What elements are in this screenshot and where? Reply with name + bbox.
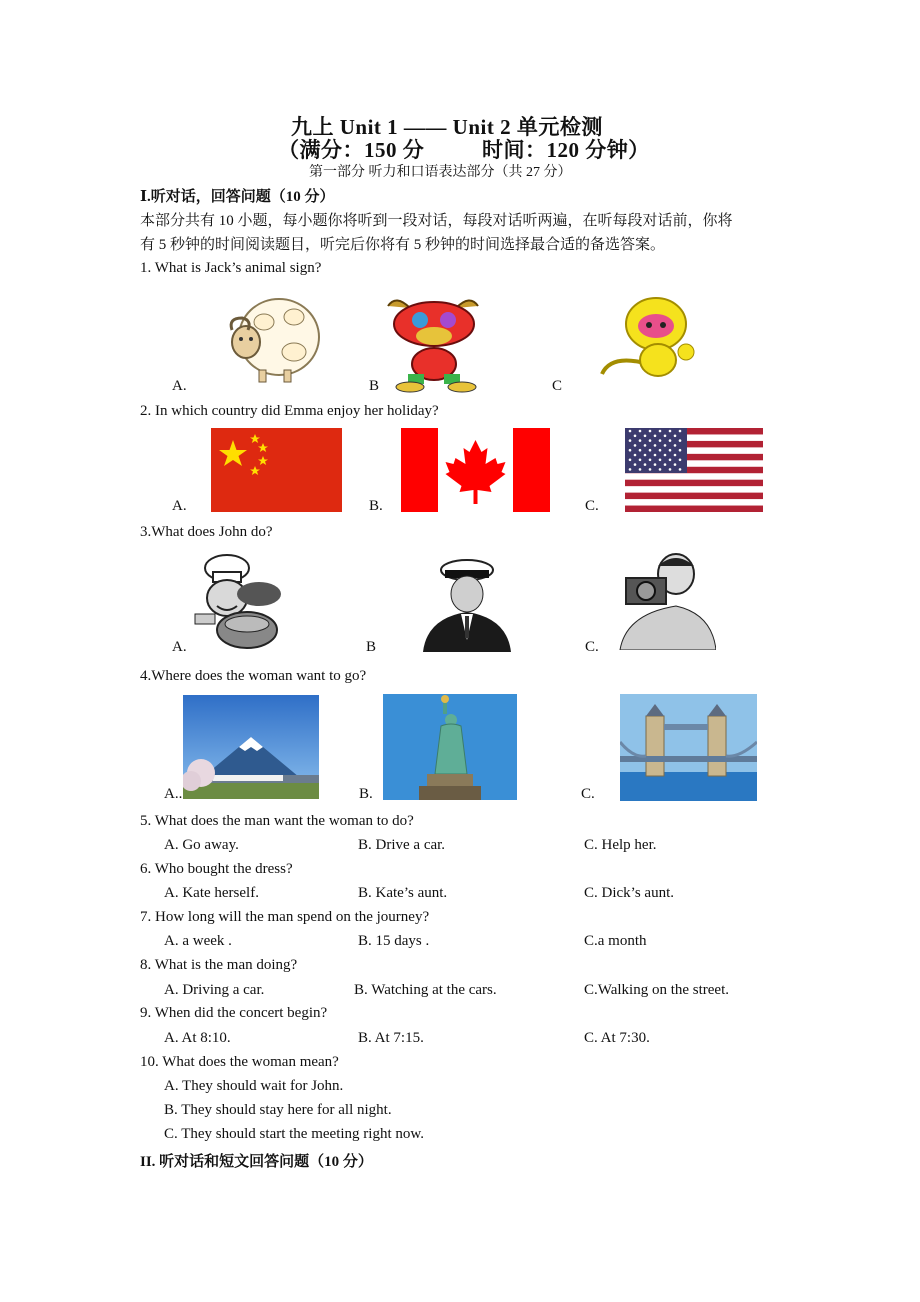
section2-heading: II. 听对话和短文回答问题（10 分） — [140, 1154, 373, 1170]
time-limit-label: 时间：120 分钟） — [482, 138, 650, 162]
captain-image — [417, 552, 517, 652]
q1-option-b: B — [369, 378, 380, 394]
instructions-line1: 本部分共有 10 小题，每小题你将听到一段对话，每段对话听两遍，在听每段对话前，你将 — [140, 213, 733, 229]
tower-bridge-image — [620, 694, 757, 801]
instructions-line2: 有 5 秒钟的时间阅读题目，听完后你将有 5 秒钟的时间选择最合适的备选答案。 — [140, 237, 666, 253]
q3-option-b: B — [366, 639, 377, 655]
q6-option-a: A. Kate herself. — [164, 885, 259, 901]
q9-option-c: C. At 7:30. — [584, 1030, 650, 1046]
monkey-image — [598, 290, 710, 384]
q8-option-b: B. Watching at the cars. — [354, 982, 497, 998]
part-label: 第一部分 听力和口语表达部分（共 27 分） — [309, 165, 572, 180]
q10-option-c: C. They should start the meeting right now. — [164, 1126, 424, 1142]
q5-option-c: C. Help her. — [584, 837, 657, 853]
q5-option-a: A. Go away. — [164, 837, 239, 853]
question-10: 10. What does the woman mean? — [140, 1054, 339, 1070]
q10-option-a: A. They should wait for John. — [164, 1078, 344, 1094]
question-2: 2. In which country did Emma enjoy her holiday? — [140, 403, 439, 419]
sheep-image — [224, 292, 322, 386]
question-5: 5. What does the man want the woman to do? — [140, 813, 414, 829]
q8-option-a: A. Driving a car. — [164, 982, 265, 998]
q10-option-b: B. They should stay here for all night. — [164, 1102, 392, 1118]
q4-option-a: A.. — [164, 786, 183, 802]
q7-option-c: C.a month — [584, 933, 647, 949]
question-9: 9. When did the concert begin? — [140, 1005, 328, 1021]
q6-option-b: B. Kate’s aunt. — [358, 885, 448, 901]
full-score-label: （满分：150 分 — [278, 138, 425, 162]
q2-option-c: C. — [585, 498, 599, 514]
q7-option-b: B. 15 days . — [358, 933, 430, 949]
question-3: 3.What does John do? — [140, 524, 273, 540]
q6-option-c: C. Dick’s aunt. — [584, 885, 674, 901]
q3-option-a: A. — [172, 639, 187, 655]
q4-option-c: C. — [581, 786, 595, 802]
canada-flag-image — [401, 428, 550, 512]
q1-option-a: A. — [172, 378, 187, 394]
question-7: 7. How long will the man spend on the journey? — [140, 909, 430, 925]
section1-heading: Ⅰ.听对话，回答问题（10 分） — [140, 189, 335, 205]
question-8: 8. What is the man doing? — [140, 957, 298, 973]
q5-option-b: B. Drive a car. — [358, 837, 446, 853]
q3-option-c: C. — [585, 639, 599, 655]
question-6: 6. Who bought the dress? — [140, 861, 293, 877]
q1-option-c: C — [552, 378, 563, 394]
cook-image — [187, 552, 287, 652]
document-title: 九上 Unit 1 —— Unit 2 单元检测 — [291, 115, 603, 139]
ox-image — [378, 294, 490, 394]
china-flag-image — [211, 428, 342, 512]
question-1: 1. What is Jack’s animal sign? — [140, 260, 322, 276]
cameraman-image — [616, 552, 716, 650]
q8-option-c: C.Walking on the street. — [584, 982, 730, 998]
q2-option-b: B. — [369, 498, 383, 514]
statue-of-liberty-image — [383, 694, 517, 800]
q7-option-a: A. a week . — [164, 933, 232, 949]
q2-option-a: A. — [172, 498, 187, 514]
q9-option-b: B. At 7:15. — [358, 1030, 424, 1046]
mount-fuji-image — [183, 695, 319, 799]
question-4: 4.Where does the woman want to go? — [140, 668, 367, 684]
q4-option-b: B. — [359, 786, 373, 802]
usa-flag-image — [625, 428, 763, 512]
q9-option-a: A. At 8:10. — [164, 1030, 231, 1046]
